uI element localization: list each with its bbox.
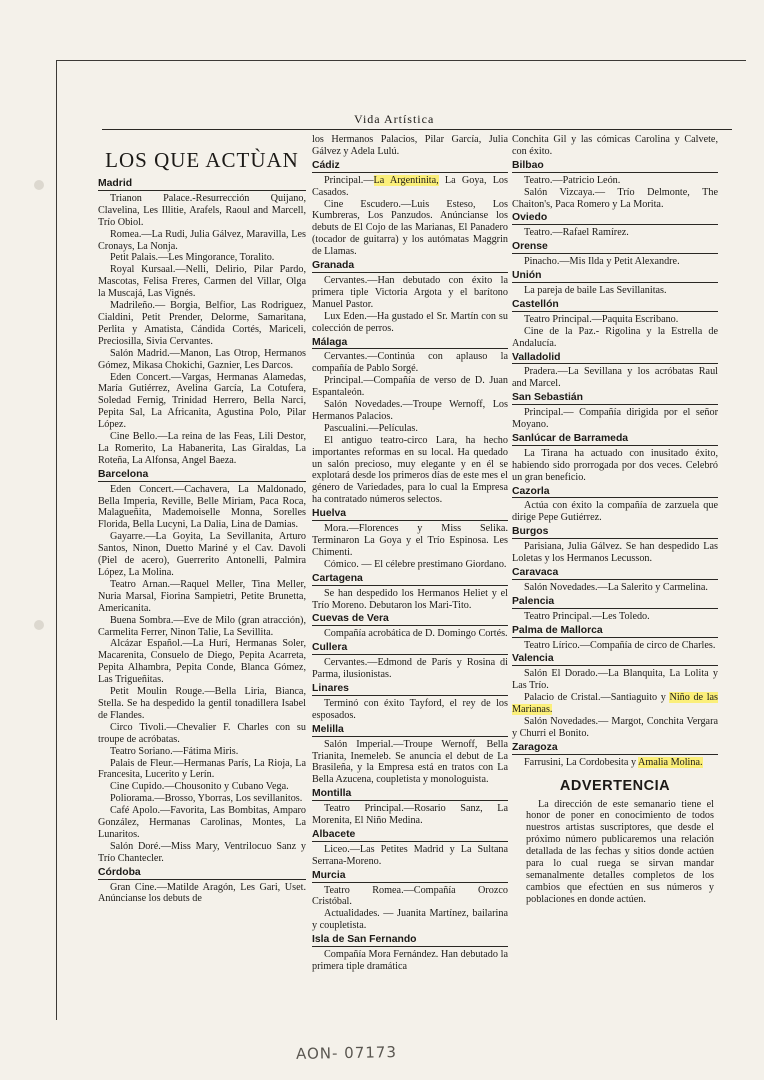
article-title: LOS QUE ACTÙAN [105, 148, 299, 172]
listing-paragraph: Cine Escudero.—Luis Esteso, Los Kumbreras, Los Panzudos. Anúncianse los debuts de El Cojo de las Marianas, El Panadero (tocador de guitarra) y los autómatas Maggrin de Llamas. [312, 198, 508, 258]
section-heading: Caravaca [512, 567, 718, 580]
section-heading: Linares [312, 683, 508, 696]
listing-paragraph: La Tirana ha actuado con inusitado éxito, habiendo sido prorrogada por dos veces. Celebró un gran beneficio. [512, 447, 718, 483]
section-heading: Barcelona [98, 469, 306, 482]
advertencia-title: ADVERTENCIA [559, 777, 671, 794]
column-3 [512, 134, 718, 906]
section-heading: Cazorla [512, 486, 718, 499]
listing-paragraph: Cine Cupido.—Chousonito y Cubano Vega. [110, 781, 289, 793]
page-left-border [56, 60, 57, 1020]
column-1 [98, 134, 306, 905]
listing-paragraph: Cervantes.—Continúa con aplauso la compañía de Pablo Sorgé. [312, 351, 508, 375]
listing-paragraph: Salón Imperial.—Troupe Wernoff, Bella Trianita, Inemeleb. Se anuncia el debut de La Brasileña, y la Empresa está en tratos con La Bella Azucena, coupletista y monologuista. [312, 738, 508, 786]
section-heading: Melilla [312, 724, 508, 737]
section-heading: Palma de Mallorca [512, 625, 718, 638]
highlighted-name: Amalia Molina. [638, 756, 703, 768]
listing-paragraph: Principal.— Compañía dirigida por el señor Moyano. [512, 407, 718, 431]
section-heading: Oviedo [512, 212, 718, 225]
listing-paragraph: Salón Novedades.—La Salerito y Carmelina. [524, 581, 708, 593]
listing-paragraph: Cine Bello.—La reina de las Feas, Lili Destor, La Romerito, La Habanerita, Las Giraldas, La Roteña, La Alfonsa, Angel Baeza. [98, 431, 306, 466]
listing-paragraph [312, 175, 508, 199]
listing-paragraph: Salón Doré.—Miss Mary, Ventrilocuo Sanz y Trío Chantecler. [98, 840, 306, 864]
listing-paragraph: Salón Novedades.— Margot, Conchita Vergara y Churri el Bonito. [512, 715, 718, 739]
listing-paragraph: Romea.—La Rudi, Julia Gálvez, Maravilla, Les Cronays, La Nonja. [98, 228, 306, 252]
listing-paragraph: Salón Vizcaya.— Trío Delmonte, The Chaiton's, Paca Romero y La Morita. [512, 186, 718, 210]
listing-paragraph: Parisiana, Julia Gálvez. Se han despedido Las Loletas y los Hermanos Lecusson. [512, 541, 718, 565]
listing-paragraph: Café Apolo.—Favorita, Las Bombitas, Amparo González, Hermanas Carolinas, Montes, La Lunaritos. [98, 805, 306, 840]
listing-paragraph: Royal Kursaal.—Nelli, Delirio, Pilar Pardo, Mascotas, Felisa Freres, Carmen del Villar, Olga la Muscajá, Las Vignés. [98, 264, 306, 300]
listing-paragraph: Salón Madrid.—Manon, Las Otrop, Hermanos Gómez, Mikasa Chokichi, Gaznier, Les Darcos. [98, 347, 306, 371]
listing-paragraph: Eden Concert.—Cachavera, La Maldonado, Bella Imperia, Reville, Belle Miriam, Paca Roca, Malagueñita, Mademoiselle Monna, Sorelles Florida, Bella Lucyni, La Dalia, Lina de Damias. [98, 483, 306, 531]
listing-text: La Goya, Los Casados. [312, 174, 508, 198]
listing-paragraph: Lux Eden.—Ha gustado el Sr. Martín con su colección de perros. [312, 310, 508, 334]
listing-paragraph: Principal.—Compañía de verso de D. Juan Espantaleón. [312, 375, 508, 399]
listing-paragraph: Teatro Romea.—Compañía Orozco Cristóbal. [312, 884, 508, 908]
section-heading: Bilbao [512, 160, 718, 173]
section-heading: Cullera [312, 642, 508, 655]
listing-paragraph: Compañía acrobática de D. Domingo Cortés. [324, 628, 508, 640]
listing-paragraph: Se han despedido los Hermanos Heliet y el Trío Moreno. Debutaron los Mari-Tito. [312, 587, 508, 611]
highlighted-name: La Argentinita, [373, 174, 439, 186]
listing-paragraph: Buena Sombra.—Eve de Milo (gran atracción), Carmelita Ferrer, Ninon Talie, La Sevillita. [98, 614, 306, 638]
section-heading: Córdoba [98, 867, 306, 880]
section-heading: Isla de San Fernando [312, 934, 508, 947]
listing-paragraph: Cervantes.—Edmond de París y Rosina di Parma, ilusionistas. [312, 657, 508, 681]
column-3-content [512, 134, 718, 769]
listing-text: Farrusini, La Cordobesita y [524, 756, 639, 768]
section-heading: Valladolid [512, 352, 718, 365]
section-heading: Cádiz [312, 160, 508, 173]
section-heading: Huelva [312, 508, 508, 521]
listing-paragraph: Alcázar Español.—La Hurí, Hermanas Soler, Macarenita, Consuelo de Diego, Pepita Acarreta, Pepita Alhambra, Pepita Conde, Blanca Gómez, Las Trigueñitas. [98, 638, 306, 686]
listing-paragraph: Actúa con éxito la compañía de zarzuela que dirige Pepe Gutiérrez. [512, 500, 718, 524]
section-heading: Sanlúcar de Barrameda [512, 433, 718, 446]
listing-paragraph: El antiguo teatro-circo Lara, ha hecho importantes reformas en su local. Ha quedado un salón precioso, muy elegante y en él se explotará desde los primeros días de este mes el género de Variedades, para lo cual la Empresa ha contratado números selectos. [312, 434, 508, 506]
archive-mark: AON- 07173 [295, 1043, 398, 1063]
section-heading: Burgos [512, 526, 718, 539]
column-1-content [98, 178, 306, 905]
page-top-border [56, 60, 746, 61]
section-heading: Orense [512, 241, 718, 254]
listing-paragraph: Cómico. — El célebre prestimano Giordano. [324, 558, 507, 570]
listing-paragraph: Teatro Arnan.—Raquel Meller, Tina Meller, Nuria Marsal, Fiorina Sampietri, Petite Brunetta, Americanita. [98, 578, 306, 614]
listing-paragraph: Eden Concert.—Vargas, Hermanas Alamedas, María Gutiérrez, Avelina García, La Cotufera, Soledad Fernig, Trinidad Herrero, Bella Narci, Pepita Sal, La Africanita, Agustina Polo, Pilar López. [98, 371, 306, 431]
listing-text: Principal.— [324, 174, 374, 186]
listing-paragraph: Pascualini.—Películas. [324, 422, 418, 434]
binding-hole [34, 620, 44, 630]
listing-paragraph: Gayarre.—La Goyita, La Sevillanita, Arturo Santos, Ninon, Duetto Mariné y el Cav. Davoli (Piel de acero), Guerrerito Antonelli, Palmira López, La Molina. [98, 531, 306, 578]
listing-paragraph: La pareja de baile Las Sevillanitas. [524, 284, 667, 296]
listing-paragraph: Salón El Dorado.—La Blanquita, La Lolita y Las Trío. [512, 668, 718, 692]
listing-paragraph: Trianon Palace.-Resurrección Quijano, Clavelina, Les Illitie, Arafels, Raoul and Marcell, Trío Obiol. [98, 192, 306, 228]
listing-paragraph: Teatro Principal.—Paquita Escribano. [524, 313, 679, 325]
listing-paragraph: Teatro.—Rafael Ramírez. [524, 227, 629, 239]
section-heading: Cuevas de Vera [312, 613, 508, 626]
section-heading: Valencia [512, 653, 718, 666]
listing-paragraph: Actualidades. — Juanita Martínez, bailarina y coupletista. [312, 908, 508, 932]
listing-paragraph: Teatro Principal.—Rosario Sanz, La Morenita, El Niño Medina. [312, 803, 508, 827]
listing-paragraph: Teatro Soriano.—Fátima Miris. [110, 745, 239, 757]
running-header: Vida Artística [354, 112, 435, 126]
listing-paragraph: Petit Palais.—Les Mingorance, Toralito. [110, 252, 275, 264]
listing-paragraph: Conchita Gil y las cómicas Carolina y Calvete, con éxito. [512, 134, 718, 157]
binding-hole [34, 180, 44, 190]
listing-paragraph: Gran Cine.—Matilde Aragón, Les Gari, Uset. Anúncianse los debuts de [98, 881, 306, 905]
advertencia-text: La dirección de este semanario tiene el honor de poner en conocimiento de todos nuestros artistas suscriptores, que desde el próximo número publicaremos una relación detallada de las fechas y sitios donde actúen para lo cual ruega se sirvan mandar semanalmente detalles completos de los cambios que efectúen en sus números y poblaciones en donde actúen. [526, 798, 714, 905]
listing-paragraph: Circo Tivoli.—Chevalier F. Charles con su troupe de acróbatas. [98, 721, 306, 745]
listing-paragraph: Liceo.—Las Petites Madrid y La Sultana Serrana-Moreno. [312, 843, 508, 867]
column-2-content [312, 134, 508, 973]
header-rule [102, 129, 732, 130]
listing-paragraph: Poliorama.—Brosso, Yborras, Los sevillanitos. [110, 793, 303, 805]
listing-paragraph: Palais de Fleur.—Hermanas París, La Rioja, La Francesita, Lucerito y Lerín. [98, 757, 306, 781]
section-heading: Madrid [98, 178, 306, 191]
listing-paragraph: Petit Moulin Rouge.—Bella Liria, Bianca, Stella. Se ha despedido la gentil tonadillera Isabel de Flandes. [98, 686, 306, 721]
section-heading: Palencia [512, 596, 718, 609]
listing-paragraph: Terminó con éxito Tayford, el rey de los esposados. [312, 697, 508, 721]
section-heading: Cartagena [312, 573, 508, 586]
listing-paragraph: Cervantes.—Han debutado con éxito la primera tiple Victoria Argota y el barítono Manuel Pastor. [312, 274, 508, 310]
listing-paragraph: Salón Novedades.—Troupe Wernoff, Los Hermanos Palacios. [312, 399, 508, 422]
section-heading: Málaga [312, 337, 508, 350]
section-heading: Unión [512, 270, 718, 283]
listing-paragraph: Madrileño.— Borgia, Belfior, Las Rodriguez, Cialdini, Petit Prender, Delorme, Samaritana, Perlita y Amatista, Cándida Cortés, Mariceli, Preciosilla, Sivia Cervantes. [98, 300, 306, 347]
listing-paragraph: Teatro.—Patricio León. [524, 174, 621, 186]
listing-paragraph: Teatro Lírico.—Compañía de circo de Charles. [524, 639, 716, 651]
section-heading: Granada [312, 260, 508, 273]
section-heading: Castellón [512, 299, 718, 312]
listing-paragraph: Pinacho.—Mis Ilda y Petit Alexandre. [524, 256, 680, 268]
section-heading: Zaragoza [512, 742, 718, 755]
listing-paragraph: Cine de la Paz.- Rigolina y la Estrella de Andalucía. [512, 325, 718, 349]
section-heading: San Sebastián [512, 392, 718, 405]
highlighted-name: Niño de las Marianas. [512, 692, 719, 716]
listing-paragraph: Pradera.—La Sevillana y los acróbatas Raul and Marcel. [512, 366, 718, 390]
listing-paragraph [512, 692, 718, 716]
section-heading: Albacete [312, 829, 508, 842]
listing-paragraph: Mora.—Florences y Miss Selika. Terminaron La Goya y el Trío Espinosa. Les Chimenti. [312, 523, 508, 558]
section-heading: Montilla [312, 788, 508, 801]
listing-paragraph [512, 757, 718, 769]
listing-paragraph: Compañía Mora Fernández. Han debutado la primera tiple dramática [312, 949, 508, 972]
section-heading: Murcia [312, 870, 508, 883]
listing-paragraph: Teatro Principal.—Les Toledo. [524, 610, 650, 622]
listing-paragraph: los Hermanos Palacios, Pilar García, Julia Gálvez y Adela Lulú. [312, 134, 508, 157]
listing-text: Palacio de Cristal.—Santiaguito y [524, 692, 670, 704]
column-2 [312, 134, 508, 973]
